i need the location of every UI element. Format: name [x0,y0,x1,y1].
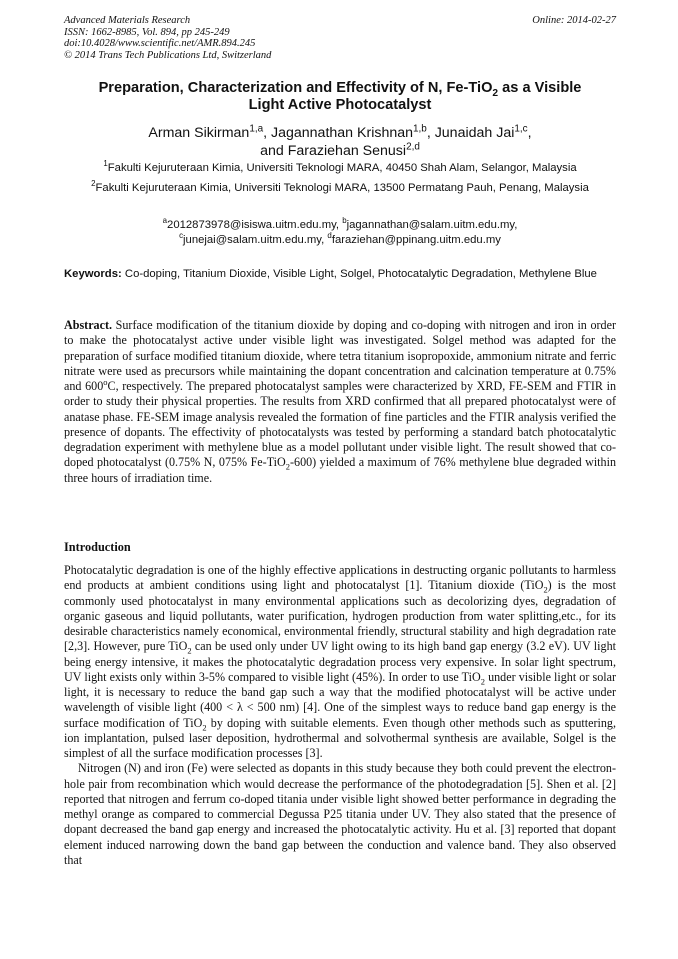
intro-paragraph-1 [64,563,616,761]
affiliation-2 [64,181,616,196]
author-1-affil: 1,a [249,123,264,135]
author-2-affil: 1,b [413,123,427,135]
author-4-affil: 2,d [406,141,420,153]
intro-p1-sub-2: 2 [187,645,192,656]
intro-p1-c: can be used only under UV light owing to its high band gap energy (3.2 eV). UV light being energy intensive, it makes the photocatalytic degradation process very expensive. In solar light spectrum, UV light exists only within 3-5% compared to visible light (45%). In order to use TiO [64,639,616,684]
intro-p1-sub-3: 2 [480,676,485,687]
introduction-body [64,563,616,868]
email-b-mark: b [342,216,347,226]
abstract-text-1: Surface modification of the titanium dioxide by doping and co-doping with nitrogen and iron in order to make the photocatalyst active under visible light was investigated. Solgel method was adapted for the preparation of surface modified titanium dioxide, where tetra titanium isopropoxide, ammonium nitrate and ferric nitrate were used as precursors while maintaining the dopant concentration and calcination temperature at 0.75% and 600 [64,318,616,393]
keywords-label: Keywords: [64,268,122,280]
author-4: Faraziehan Senusi [287,143,407,159]
introduction-heading: Introduction [64,540,131,554]
intro-p1-d: under visible light or solar light, it is necessary to reduce the band gap such a way that the modified photocatalyst will be active under wavelength of visible light (400 < λ < 500 nm) [4]. One of the simplest ways to reduce band gap energy is the surface modification of TiO [64,669,616,730]
keywords-text: Co-doping, Titanium Dioxide, Visible Light, Solgel, Photocatalytic Degradation, Methylene Blue [121,268,597,280]
email-a-mark: a [162,216,168,226]
journal-header [64,15,616,61]
affiliation-1-text: Fakulti Kejuruteraan Kimia, Universiti Teknologi MARA, 40450 Shah Alam, Selangor, Malaysia [107,162,577,174]
author-3-affil: 1,c [514,123,528,135]
title-part-2: as a Visible Light Active Photocatalyst [248,80,582,113]
degree-sup: o [103,376,108,387]
intro-p1-e: by doping with suitable elements. Even though other methods such as sputtering, ion implantation, pulsed laser deposition, hydrothermal and solvothermal synthesis are available, Solgel is the simplest of all the surface modification processes [3]. [64,715,616,760]
affiliation-2-mark: 2 [91,179,96,189]
intro-p1-sub-1: 2 [543,584,548,595]
author-1: Arman Sikirman [148,125,250,141]
intro-p1-a: Photocatalytic degradation is one of the highly effective applications in destructing organic pollutants to harmless end products at ambient conditions using light and photocatalyst [1]. Titanium dioxide (TiO [64,563,616,593]
author-3: Junaidah Jai [434,125,515,141]
intro-p1-b: ) is the most commonly used photocatalyst in many environmental applications such as decolorizing dyes, degradation of organic gaseous and liquid pollutants, water purification, hydrogen production from water splitting,etc., for its desirable characteristics namely economical, environmental friendly, structural stability and high degradation rate [2,3]. However, pure TiO [64,578,616,654]
abstract-label: Abstract. [64,318,113,332]
title-subscript: 2 [492,87,499,99]
abstract-text-3: -600) yielded a maximum of 76% methylene blue degraded within three hours of irradiation time. [64,455,617,485]
affiliation-2-text: Fakulti Kejuruteraan Kimia, Universiti Teknologi MARA, 13500 Permatang Pauh, Penang, Malaysia [95,182,589,194]
paper-title [80,80,600,114]
intro-paragraph-2: Nitrogen (N) and iron (Fe) were selected as dopants in this study because they both could prevent the electron-hole pair from recombination which would decrease the performance of the photodegradation [5]. Shen et al. [2] reported that nitrogen and ferrum co-doped titania under visible light showed better performance in degrading the methyl orange as compared to commercial Degussa P25 titania under UV. They also stated that the presence of dopant decreased the band gap energy and increased the photocatalytic activity. Hu et al. [3] reported that dopant element induced narrowing down the band gap between the conduction and valence band. They also observed that [64,761,616,867]
affiliation-1 [64,161,616,176]
email-list [64,218,616,248]
email-d[interactable]: faraziehan@ppinang.uitm.edu.my [331,233,501,246]
online-date: Online: 2014-02-27 [532,15,616,26]
doi-line: doi:10.4028/www.scientific.net/AMR.894.245 [64,38,256,50]
abstract-subscript: 2 [285,461,290,472]
title-part-1: Preparation, Characterization and Effectivity of N, Fe-TiO [98,80,493,96]
email-a[interactable]: 2012873978@isiswa.uitm.edu.my, [167,219,343,231]
affiliation-1-mark: 1 [103,159,108,169]
copyright-line: © 2014 Trans Tech Publications Ltd, Switzerland [64,49,272,61]
abstract [64,318,616,486]
journal-name: Advanced Materials Research [64,15,191,26]
author-list: Arman Sikirman$^{1,a}$, Jagannathan Krishnan$^{1,b}$, Junaidah Jai$^{1,c}$, and Faraziehan Senusi$^{2,d}$ [148,123,532,159]
author-2: Jagannathan Krishnan [271,125,414,141]
keywords [64,267,616,282]
intro-p1-sub-4: 2 [202,721,207,732]
issn-line: ISSN: 1662-8985, Vol. 894, pp 245-249 [64,26,230,38]
email-c[interactable]: junejai@salam.uitm.edu.my, [183,233,328,246]
author-and: and [260,143,288,159]
abstract-text-2: C, respectively. The prepared photocatalyst samples were characterized by XRD, FE-SEM and FTIR in order to study their physical properties. The results from XRD confirmed that all prepared photocatalyst were of anatase phase. FE-SEM image analysis revealed the formation of fine particles and the FTIR analysis verified the presence of dopants. The effectivity of photocatalysts was tested by performing a standard batch photocatalytic degradation experiment with methylene blue as a model pollutant under visible light. The result showed that co-doped photocatalyst (0.75% N, 075% Fe-TiO [64,379,616,470]
email-b[interactable]: jagannathan@salam.uitm.edu.my, [346,219,518,231]
email-c-mark: c [179,231,184,241]
email-d-mark: d [327,231,332,241]
